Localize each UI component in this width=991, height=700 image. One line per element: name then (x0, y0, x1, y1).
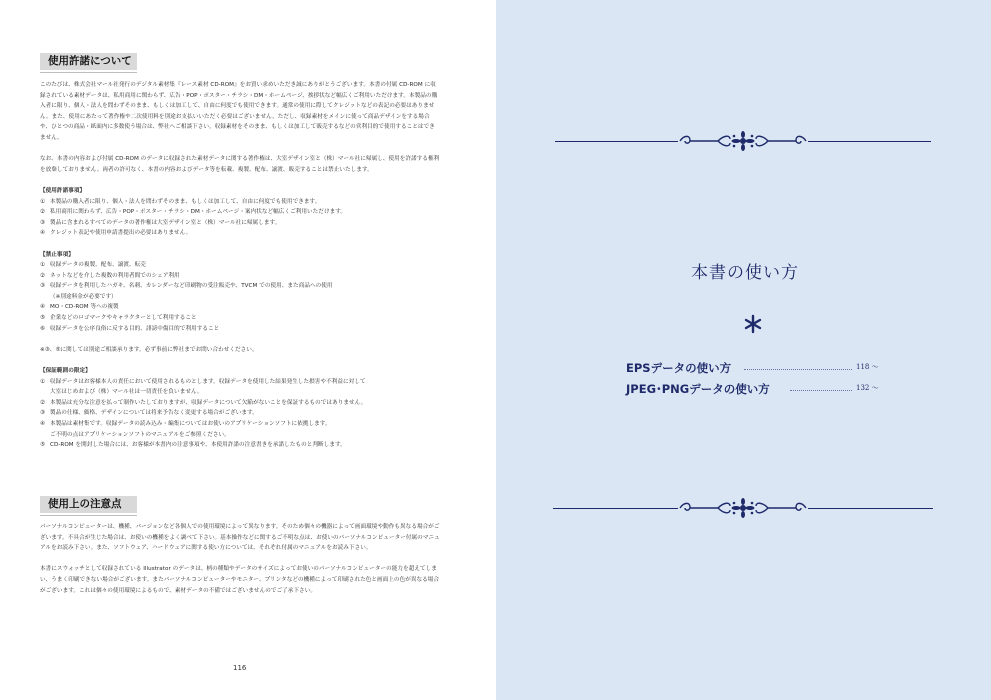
ornament-divider-bottom (678, 498, 808, 518)
notes-paragraph-2: 本書にスウォッチとして収録されている Illustrator のデータは、柄の種類やデータのサイズによってお使いのパーソナルコンピューターの能力を超えてしまい、うまく印刷できない場合がございます。またパーソナルコンピューターやモニター、プリンタなどの機種によって印刷された色と画面上の色が異なる場合がございます。これは個々の使用環境によるもので、素材データの不備ではございませんのでご了承下さい。 (40, 566, 440, 594)
list-item (40, 440, 440, 451)
list-item-text: 収録データを利用したハガキ、名刺、カレンダーなど印刷物の受注販売や、TVCM での使用、また商品への使用 (50, 283, 333, 290)
warranty-title: 【保証範囲の限定】 (40, 368, 91, 375)
list-item (40, 408, 440, 419)
list-item-number: ① (40, 378, 46, 385)
list-item-text: 収録データを公序良俗に反する目的、誹謗中傷目的で利用すること (50, 325, 220, 332)
list-item-number: ① (40, 198, 46, 205)
list-item-number: ⑤ (40, 315, 46, 322)
section-heading-notes-label: 使用上の注意点 (48, 498, 122, 510)
list-item-text: クレジット表記や使用申請書提出の必要はありません。 (50, 230, 192, 237)
list-item-text: 本製品の購入者に限り、個人・法人を問わずそのまま、もしくは加工して、自由に何度でも使用できます。 (50, 198, 321, 205)
list-item-text: 製品に含まれるすべてのデータの著作権は大室デザイン室と（株）マール社に帰属します。 (50, 219, 281, 226)
list-item-number: ③ (40, 410, 46, 417)
list-item-text: 本製品は素材集です。収録データの読み込み・編集についてはお使いのアプリケーションソフトに依拠します。 (50, 421, 331, 427)
ornament-divider-top (678, 131, 808, 151)
prohibit-list (40, 260, 440, 334)
toc-item-eps-page: 118 ～ (856, 363, 879, 371)
list-item-text: ご不明の点はアプリケーションソフトのマニュアルをご参照ください。 (50, 431, 230, 438)
toc-item-jpeg[interactable] (626, 381, 886, 397)
list-item (40, 197, 440, 208)
list-item-text: 私用商用に関わらず、広告・POP・ポスター・チラシ・DM・ホームページ・案内状など幅広くご利用いただけます。 (50, 209, 347, 216)
list-item-number: ② (40, 209, 46, 216)
list-item-number: ④ (40, 421, 46, 427)
list-item (40, 271, 440, 282)
copyright-note: なお、本書の内容および付属 CD-ROM のデータに収録された素材データに関する著作権は、大室デザイン室と（株）マール社に帰属し、使用を許諾する権利を放棄しておりません。両者の許可なく、本書の内容およびデータ等を転載、複製、配布、譲渡、販売することは禁止いたします。 (40, 156, 440, 173)
notes-paragraph-1: パーソナルコンピューターは、機種、バージョンなど各個人での使用環境によって異なります。そのため個々の機器によって画面環境や動作も異なる場合がございます。不具合が生じた場合は、お使いの機種をよく調べて下さい。基本操作などに関するご不明な点は、お使いのパーソナルコンピューター付属のマニュアルをお読み下さい。また、ソフトウェア、ハードウェアに関する使い方については、それぞれ付属のマニュアルをお読み下さい。 (40, 524, 440, 552)
list-item-text: （※別途料金が必要です） (50, 293, 117, 300)
list-item-text: 収録データはお客様本人の責任において使用されるものとします。収録データを使用した結果発生した損害や不利益に対して (50, 378, 366, 385)
list-item (40, 377, 440, 388)
list-item-text: 大室はじめおよび（株）マール社は一切責任を負いません。 (50, 389, 203, 396)
list-item-number: ④ (40, 304, 46, 311)
list-item (40, 260, 440, 271)
right-page (496, 0, 991, 700)
notes-body (40, 522, 440, 596)
list-item-number: ③ (40, 283, 46, 290)
list-item-number: ⑥ (40, 325, 46, 332)
list-item-text: 製品の仕様、価格、デザインについては将来予告なく変更する場合がございます。 (50, 410, 258, 417)
license-intro: このたびは、株式会社マール社発行のデジタル素材集『レース素材 CD-ROM』をお買い求めいただき誠にありがとうございます。本書の付属 CD-ROM に収録されている素材データは、私用商用に関わらず、広告・POP・ポスター・チラシ・DM・ホームページ、挨拶状など幅広くご利用いただけます。本製品の購入者に限り、個人・法人を問わずそのまま、もしくは加工して、自由に何度でも使用できます。通常の使用に際してクレジットなどの表記の必要はありません。また、使用にあたって著作権や二次使用料を別途お支払いいただく必要はございません。ただし、収録素材をメインに使って商品デザインをする場合や、ひとつの商品・紙面内に多数使う場合は、弊社へご相談下さい。収録素材をそのまま、もしくは加工して販売するなどの営利目的で使用することはできません。 (40, 82, 438, 141)
section-heading-license-label: 使用許諾について (48, 55, 132, 67)
ornament-line-left (555, 141, 678, 142)
list-item (40, 419, 440, 430)
list-item (40, 228, 440, 239)
list-item-number: ① (40, 262, 46, 269)
toc-item-jpeg-label: JPEG･PNGデータの使い方 (626, 382, 770, 396)
warranty-list (40, 377, 440, 451)
toc-leader-dots (744, 369, 852, 370)
list-item-text: 収録データの複製、配布、譲渡、転売 (50, 262, 146, 269)
list-item (40, 387, 440, 398)
list-item (40, 302, 440, 313)
list-item (40, 430, 440, 441)
permit-list (40, 197, 440, 239)
toc-leader-dots (790, 390, 852, 391)
list-item-text: ネットなどを介した複数の利用者間でのシェア利用 (50, 272, 180, 279)
list-item (40, 292, 440, 303)
permit-title: 【使用許諾事項】 (40, 187, 86, 194)
asterisk-icon (743, 314, 763, 334)
ornament-line-right (808, 141, 931, 142)
list-item-text: CD-ROM を開封した場合には、お客様が本書内の注意事項や、本使用許諾の注意書きを承諾したものと判断します。 (50, 442, 346, 449)
toc-item-jpeg-page: 132 ～ (856, 384, 879, 392)
list-item-text: 本製品は充分な注意を払って制作いたしておりますが、収録データについて欠陥がないことを保証するものではありません。 (50, 399, 367, 406)
list-item (40, 207, 440, 218)
contact-note: ※③、⑤に関しては別途ご相談承ります。必ず事前に弊社までお問い合わせください。 (40, 346, 258, 353)
section-heading-license (40, 53, 137, 70)
list-item (40, 313, 440, 324)
list-item-text: MO・CD-ROM 等への複製 (50, 304, 119, 311)
list-item-text: 企業などのロゴマークやキャラクターとして利用すること (50, 315, 197, 322)
list-item (40, 398, 440, 409)
page-number: 116 (233, 664, 247, 672)
list-item (40, 218, 440, 229)
ornament-line-right (808, 508, 933, 509)
license-body (40, 80, 440, 451)
list-item-number: ③ (40, 219, 46, 226)
list-item (40, 324, 440, 335)
ornament-line-left (553, 508, 678, 509)
toc-item-eps-label: EPSデータの使い方 (626, 361, 732, 375)
list-item-number: ② (40, 399, 46, 406)
list-item-number: ④ (40, 230, 46, 237)
list-item-number: ② (40, 272, 46, 279)
main-title: 本書の使い方 (691, 263, 799, 283)
section-heading-notes (40, 496, 137, 513)
prohibit-title: 【禁止事項】 (40, 251, 74, 258)
toc-item-eps[interactable] (626, 360, 886, 376)
list-item (40, 281, 440, 292)
list-item-number: ⑤ (40, 442, 46, 449)
